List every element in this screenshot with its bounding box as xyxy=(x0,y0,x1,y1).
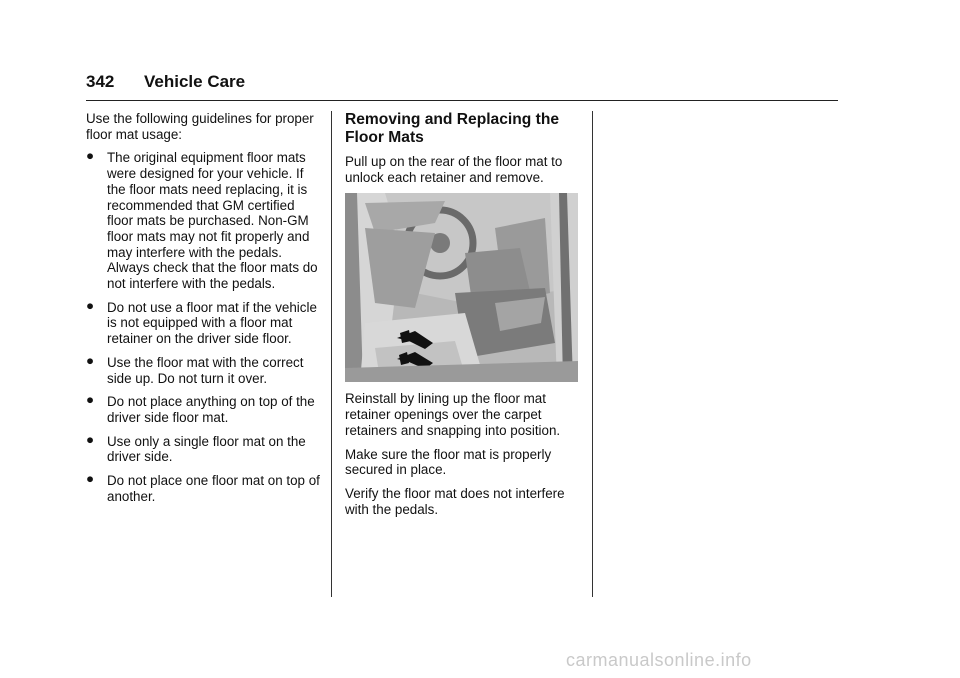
list-item-text: Do not place one floor mat on top of another. xyxy=(107,473,320,504)
list-item-text: Do not place anything on top of the driver side floor mat. xyxy=(107,394,315,425)
floor-mat-retainer-illustration xyxy=(345,193,578,382)
bullet-icon: ● xyxy=(86,352,95,368)
list-item xyxy=(86,150,321,291)
list-item xyxy=(86,394,321,425)
watermark[interactable]: carmanualsonline.info xyxy=(566,650,752,670)
bullet-icon: ● xyxy=(86,148,95,164)
guidelines-list xyxy=(86,150,321,504)
right-column xyxy=(345,111,581,525)
list-item xyxy=(86,352,321,386)
verify-paragraph: Verify the floor mat does not interfere with the pedals. xyxy=(345,485,565,517)
list-item xyxy=(86,431,321,465)
list-item-text: Use only a single floor mat on the driver side. xyxy=(107,433,306,465)
list-item-text: Use the floor mat with the correct side up. Do not turn it over. xyxy=(107,354,304,386)
left-column xyxy=(86,111,321,512)
page-header xyxy=(86,72,838,101)
list-item-text: The original equipment floor mats were designed for your vehicle. If the floor mats need replacing, it is recommended that GM certified floor mats be purchased. Non-GM floor mats may not fit properly and may interfere with the pedals. Always check that the floor mats do not interfere with the pedals. xyxy=(107,150,318,292)
list-item-text: Do not use a floor mat if the vehicle is not equipped with a floor mat retainer on the driver side floor. xyxy=(107,299,317,347)
page-number: 342 xyxy=(86,72,115,91)
reinstall-paragraph: Reinstall by lining up the floor mat retainer openings over the carpet retainers and snapping into position. xyxy=(345,391,561,438)
section-title: Vehicle Care xyxy=(144,72,246,91)
column-divider-right xyxy=(592,111,593,597)
list-item xyxy=(86,473,321,504)
bullet-icon: ● xyxy=(86,471,95,487)
list-item xyxy=(86,297,321,347)
bullet-icon: ● xyxy=(86,431,95,447)
column-divider-left xyxy=(331,111,332,597)
secure-paragraph: Make sure the floor mat is properly secured in place. xyxy=(345,446,552,478)
intro-paragraph: Use the following guidelines for proper floor mat usage: xyxy=(86,111,314,142)
illustration-svg xyxy=(345,193,578,382)
remove-paragraph: Pull up on the rear of the floor mat to unlock each retainer and remove. xyxy=(345,154,563,185)
bullet-icon: ● xyxy=(86,297,95,313)
bullet-icon: ● xyxy=(86,392,95,408)
section-heading: Removing and Replacing the Floor Mats xyxy=(345,111,560,146)
